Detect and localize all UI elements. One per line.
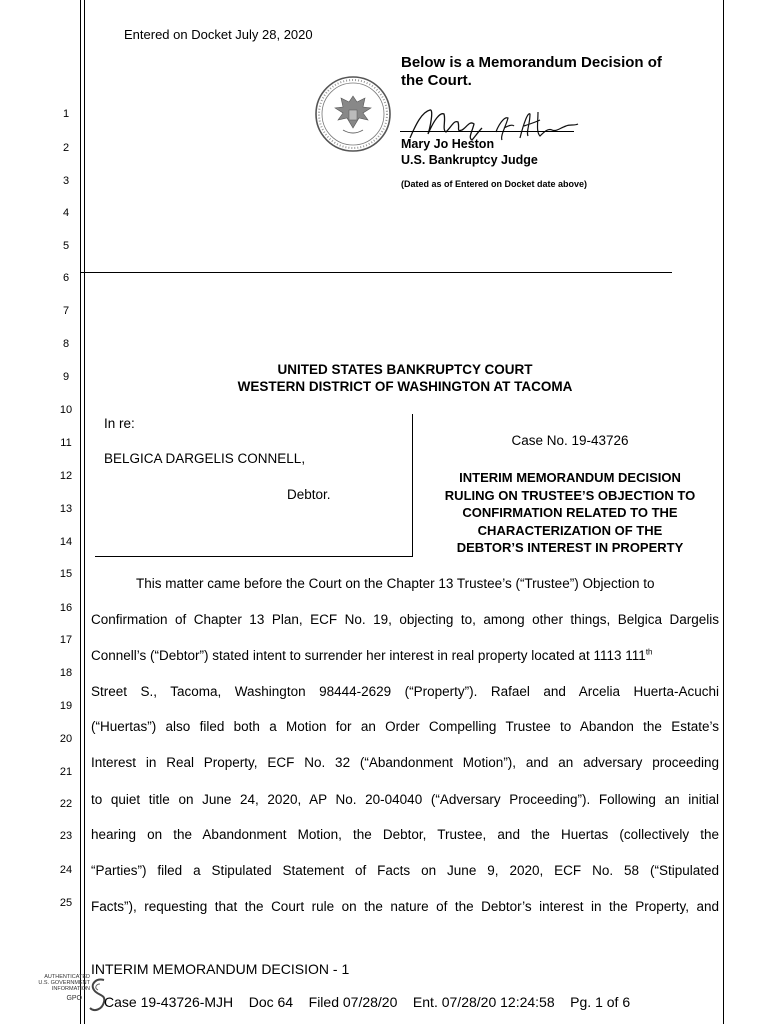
body-line: to quiet title on June 24, 2020, AP No. 20-04040 (“Adversary Proceeding”). Following an initial xyxy=(91,792,719,807)
decision-title-line: INTERIM MEMORANDUM DECISION xyxy=(459,470,681,485)
line-number: 3 xyxy=(62,175,70,187)
line-number: 8 xyxy=(62,338,70,350)
decision-title-line: CONFIRMATION RELATED TO THE xyxy=(462,505,678,521)
line-number: 6 xyxy=(62,272,70,284)
ordinal-superscript: th xyxy=(645,647,653,657)
decision-title xyxy=(420,469,720,557)
court-name: UNITED STATES BANKRUPTCY COURT xyxy=(277,362,533,377)
auth-line: AUTHENTICATED xyxy=(44,974,90,980)
dated-note: (Dated as of Entered on Docket date above) xyxy=(401,179,588,189)
caption-in-re: In re: xyxy=(104,416,135,431)
auth-line: INFORMATION xyxy=(51,986,90,992)
line-number: 18 xyxy=(59,667,73,679)
line-number: 14 xyxy=(59,536,73,548)
line-number: 10 xyxy=(59,404,73,416)
line-number: 7 xyxy=(62,305,70,317)
line-number: 19 xyxy=(59,700,73,712)
body-line: “Parties”) filed a Stipulated Statement of Facts on June 9, 2020, ECF No. 58 (“Stipulated xyxy=(91,863,719,878)
auth-gpo: GPO xyxy=(66,995,82,1002)
line-number: 23 xyxy=(59,830,73,842)
right-margin-rule xyxy=(723,0,724,1024)
case-number: Case No. 19-43726 xyxy=(511,433,629,448)
line-number: 1 xyxy=(62,108,70,120)
line-number: 21 xyxy=(59,766,73,778)
body-line: Interest in Real Property, ECF No. 32 (“Abandonment Motion”), and an adversary proceeding xyxy=(91,755,719,770)
body-line: hearing on the Abandonment Motion, the Debtor, Trustee, and the Huertas (collectively the xyxy=(91,827,719,842)
body-line: Confirmation of Chapter 13 Plan, ECF No. 19, objecting to, among other things, Belgica Dargelis xyxy=(91,612,719,627)
memorandum-heading-line-1: Below is a Memorandum Decision of xyxy=(401,54,662,71)
line-number: 2 xyxy=(62,142,70,154)
authentication-stamp xyxy=(6,974,90,1002)
footer-case-line: Case 19-43726-MJH Doc 64 Filed 07/28/20 Ent. 07/28/20 12:24:58 Pg. 1 of 6 xyxy=(104,994,631,1010)
body-line: Facts”), requesting that the Court rule on the nature of the Debtor’s interest in the Property, and xyxy=(91,899,719,914)
memorandum-heading xyxy=(401,54,701,90)
body-line: This matter came before the Court on the Chapter 13 Trustee’s (“Trustee”) Objection to xyxy=(136,576,655,591)
decision-title-line: CHARACTERIZATION OF THE xyxy=(477,522,663,538)
line-number: 12 xyxy=(59,470,73,482)
line-number: 13 xyxy=(59,503,73,515)
footer-title: INTERIM MEMORANDUM DECISION - 1 xyxy=(91,961,350,977)
caption-debtor-name: BELGICA DARGELIS CONNELL, xyxy=(104,451,306,466)
decision-title-line: RULING ON TRUSTEE’S OBJECTION TO xyxy=(444,487,696,503)
court-seal-icon xyxy=(313,74,393,154)
memorandum-heading-line-2: the Court. xyxy=(401,72,472,89)
line-number: 15 xyxy=(59,568,73,580)
left-margin-rule-inner xyxy=(84,0,85,1024)
decision-title-line: DEBTOR’S INTEREST IN PROPERTY xyxy=(456,540,684,556)
docket-entry: Entered on Docket July 28, 2020 xyxy=(124,27,313,42)
body-line: (“Huertas”) also filed both a Motion for an Order Compelling Trustee to Abandon the Estate’s xyxy=(91,719,719,734)
court-district: WESTERN DISTRICT OF WASHINGTON AT TACOMA xyxy=(237,379,573,394)
line-number: 20 xyxy=(59,733,73,745)
line-number: 22 xyxy=(59,798,73,810)
caption-debtor-label: Debtor. xyxy=(287,487,331,502)
line-number: 9 xyxy=(62,371,70,383)
body-line xyxy=(91,648,719,663)
caption-vertical-rule xyxy=(412,414,413,557)
line-number: 16 xyxy=(59,602,73,614)
line-number: 25 xyxy=(59,897,73,909)
header-divider xyxy=(80,272,672,273)
line-number: 17 xyxy=(59,634,73,646)
line-number: 11 xyxy=(60,437,72,449)
line-number: 5 xyxy=(62,240,70,252)
auth-line: U.S. GOVERNMENT xyxy=(38,980,90,986)
line-number: 24 xyxy=(59,864,73,876)
body-line: Street S., Tacoma, Washington 98444-2629 (“Property”). Rafael and Arcelia Huerta-Acuchi xyxy=(91,684,719,699)
left-margin-rule-outer xyxy=(80,0,81,1024)
caption-bottom-rule xyxy=(95,556,413,557)
line-number: 4 xyxy=(62,207,70,219)
judge-title: U.S. Bankruptcy Judge xyxy=(401,153,538,167)
body-line-text: Connell’s (“Debtor”) stated intent to surrender her interest in real property located at 1113 111 xyxy=(91,648,646,663)
judge-name: Mary Jo Heston xyxy=(401,137,495,151)
signature-line xyxy=(400,131,574,132)
